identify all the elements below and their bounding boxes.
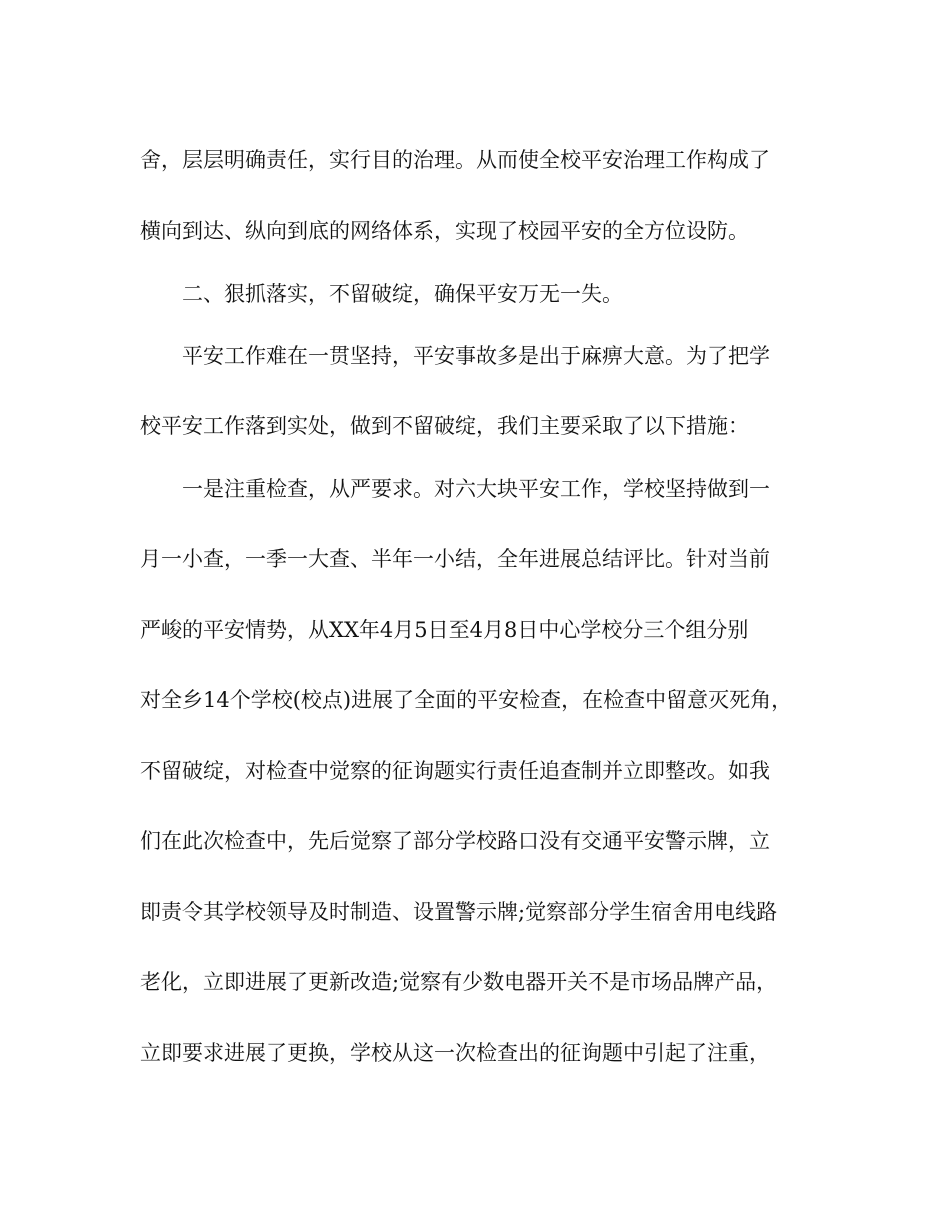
- body-text-line: 立即要求进展了更换，学校从这一次检查出的征询题中引起了注重，: [140, 1041, 770, 1065]
- body-text-line: 对全乡14个学校(校点)进展了全面的平安检查，在检查中留意灭死角，: [140, 688, 793, 712]
- body-text-line: 不留破绽，对检查中觉察的征询题实行责任追查制并立即整改。如我: [140, 759, 770, 783]
- section-heading: 二、狠抓落实，不留破绽，确保平安万无一失。: [182, 282, 623, 306]
- body-text-line: 舍，层层明确责任，实行目的治理。从而使全校平安治理工作构成了: [140, 148, 770, 172]
- body-text-line: 们在此次检查中，先后觉察了部分学校路口没有交通平安警示牌，立: [140, 829, 770, 853]
- body-text-line: 横向到达、纵向到底的网络体系，实现了校园平安的全方位设防。: [140, 219, 749, 243]
- body-text-line: 平安工作难在一贯坚持，平安事故多是出于麻痹大意。为了把学: [182, 344, 770, 368]
- body-text-line: 校平安工作落到实处，做到不留破绽，我们主要采取了以下措施：: [140, 414, 749, 438]
- body-text-line: 即责令其学校领导及时制造、设置警示牌;觉察部分学生宿舍用电线路: [140, 900, 778, 924]
- body-text-line: 老化，立即进展了更新改造;觉察有少数电器开关不是市场品牌产品，: [140, 970, 778, 994]
- body-text-line: 月一小查，一季一大查、半年一小结，全年进展总结评比。针对当前: [140, 547, 770, 571]
- body-text-line: 一是注重检查，从严要求。对六大块平安工作，学校坚持做到一: [182, 477, 770, 501]
- body-text-line: 严峻的平安情势，从XX年4月5日至4月8日中心学校分三个组分别: [140, 618, 749, 642]
